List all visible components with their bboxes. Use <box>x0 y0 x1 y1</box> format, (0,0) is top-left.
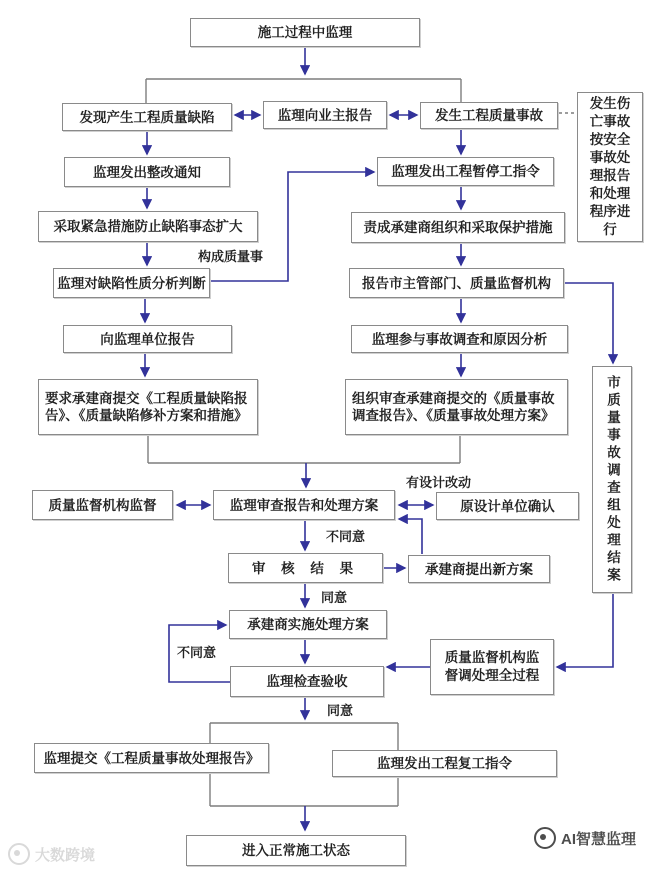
flow-node-report-gov: 报告市主管部门、质量监督机构 <box>349 268 564 298</box>
flow-node-defect-found: 发现产生工程质量缺陷 <box>62 103 232 131</box>
flow-node-start: 施工过程中监理 <box>190 18 420 47</box>
connector-top-tee <box>146 79 461 103</box>
connector-merge-tee <box>148 435 460 463</box>
flow-node-protect-measures: 责成承建商组织和采取保护措施 <box>351 212 565 243</box>
edge-label-constitute-accident: 构成质量事 <box>198 249 264 264</box>
watermark-right <box>534 827 636 849</box>
flow-node-normal-state: 进入正常施工状态 <box>186 835 406 866</box>
watermark-left-logo-icon <box>8 843 30 865</box>
watermark-left <box>8 843 95 865</box>
flow-node-casualty-procedure: 发生伤亡事故按安全事故处理报告和处理程序进行 <box>577 92 643 242</box>
flow-node-resume-order: 监理发出工程复工指令 <box>332 750 557 777</box>
edge-label-agree-inspect: 同意 <box>327 703 354 718</box>
flow-node-supervise: 质量监督机构监督 <box>32 490 173 520</box>
watermark-right-text: AI智慧监理 <box>561 830 637 848</box>
flow-node-new-plan: 承建商提出新方案 <box>408 555 550 583</box>
flow-node-stop-order: 监理发出工程暂停工指令 <box>377 157 554 186</box>
watermark-left-text: 大数跨境 <box>35 846 96 864</box>
flow-node-review-docs: 组织审查承建商提交的《质量事故调查报告》、《质量事故处理方案》 <box>345 379 568 435</box>
edge-label-disagree-review: 不同意 <box>326 529 366 544</box>
flow-node-accident: 发生工程质量事故 <box>420 102 558 129</box>
edge-label-disagree-inspect: 不同意 <box>177 645 217 660</box>
flow-node-emergency-measures: 采取紧急措施防止缺陷事态扩大 <box>38 211 258 242</box>
flow-node-design-confirm: 原设计单位确认 <box>436 492 579 520</box>
arrow-reportgov-cityteam <box>564 283 613 363</box>
flow-node-audit-result: 审 核 结 果 <box>228 553 383 583</box>
edge-label-agree-audit: 同意 <box>321 590 348 605</box>
flow-node-report-owner: 监理向业主报告 <box>263 101 387 129</box>
flow-node-analyze-defect: 监理对缺陷性质分析判断 <box>53 268 210 298</box>
flow-node-inspect: 监理检查验收 <box>230 666 384 697</box>
flow-node-review-plan: 监理审查报告和处理方案 <box>213 490 395 520</box>
flow-node-submit-report: 监理提交《工程质量事故处理报告》 <box>34 743 269 773</box>
flow-node-rectify-notice: 监理发出整改通知 <box>64 157 230 187</box>
flow-node-city-team: 市质量事故调查组处理结案 <box>592 366 632 593</box>
flow-node-defect-docs: 要求承建商提交《工程质量缺陷报告》、《质量缺陷修补方案和措施》 <box>38 379 258 435</box>
edge-label-design-change: 有设计改动 <box>406 475 472 490</box>
watermark-right-logo-icon <box>534 827 556 849</box>
flow-node-report-unit: 向监理单位报告 <box>63 325 232 353</box>
flow-node-investigate: 监理参与事故调查和原因分析 <box>351 325 568 353</box>
arrow-newplan-reviewplan <box>399 519 422 554</box>
flow-node-supervise-all: 质量监督机构监督调处理全过程 <box>430 639 554 695</box>
flow-node-implement: 承建商实施处理方案 <box>229 610 387 639</box>
arrow-cityteam-superviseall <box>557 593 613 667</box>
